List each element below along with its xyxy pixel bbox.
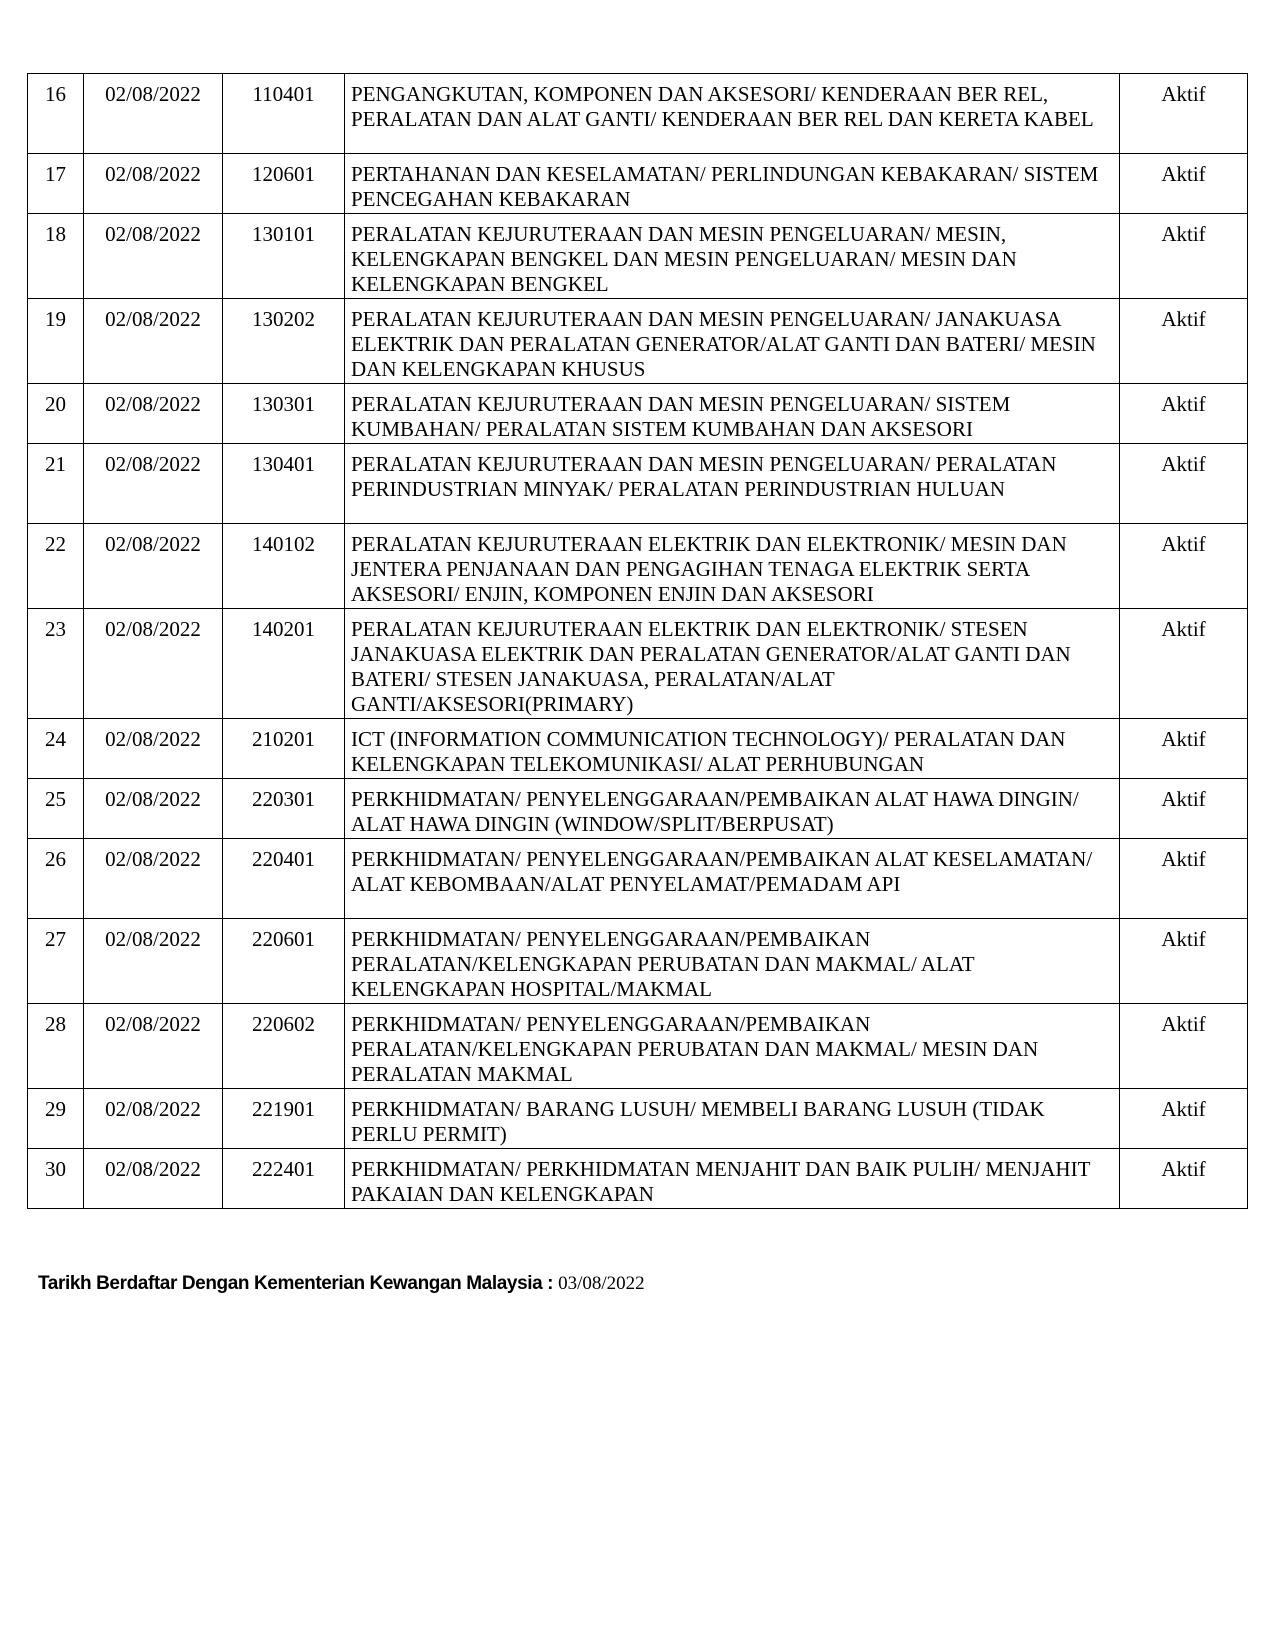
row-number: 22	[28, 524, 84, 609]
table-row	[28, 74, 1248, 154]
row-description: PERALATAN KEJURUTERAAN ELEKTRIK DAN ELEKTRONIK/ MESIN DAN JENTERA PENJANAAN DAN PENGAGIHAN TENAGA ELEKTRIK SERTA AKSESORI/ ENJIN, KOMPONEN ENJIN DAN AKSESORI	[345, 524, 1120, 609]
row-number: 16	[28, 74, 84, 154]
row-code: 140102	[223, 524, 345, 609]
row-status: Aktif	[1120, 524, 1248, 609]
row-status: Aktif	[1120, 299, 1248, 384]
row-number: 17	[28, 154, 84, 214]
table-row	[28, 154, 1248, 214]
row-status: Aktif	[1120, 154, 1248, 214]
row-code: 120601	[223, 154, 345, 214]
row-status: Aktif	[1120, 719, 1248, 779]
row-number: 24	[28, 719, 84, 779]
row-number: 21	[28, 444, 84, 524]
row-date: 02/08/2022	[84, 214, 223, 299]
registration-table	[27, 73, 1248, 1209]
table-row	[28, 214, 1248, 299]
row-description: ICT (INFORMATION COMMUNICATION TECHNOLOGY)/ PERALATAN DAN KELENGKAPAN TELEKOMUNIKASI/ ALAT PERHUBUNGAN	[345, 719, 1120, 779]
row-date: 02/08/2022	[84, 1004, 223, 1089]
row-status: Aktif	[1120, 444, 1248, 524]
row-number: 19	[28, 299, 84, 384]
row-number: 25	[28, 779, 84, 839]
row-code: 140201	[223, 609, 345, 719]
table-row	[28, 919, 1248, 1004]
row-date: 02/08/2022	[84, 1149, 223, 1209]
row-description: PERKHIDMATAN/ PERKHIDMATAN MENJAHIT DAN BAIK PULIH/ MENJAHIT PAKAIAN DAN KELENGKAPAN	[345, 1149, 1120, 1209]
row-number: 23	[28, 609, 84, 719]
row-date: 02/08/2022	[84, 719, 223, 779]
row-code: 220602	[223, 1004, 345, 1089]
table-row	[28, 299, 1248, 384]
row-status: Aktif	[1120, 779, 1248, 839]
row-number: 20	[28, 384, 84, 444]
row-date: 02/08/2022	[84, 154, 223, 214]
row-date: 02/08/2022	[84, 609, 223, 719]
row-number: 30	[28, 1149, 84, 1209]
row-description: PERALATAN KEJURUTERAAN ELEKTRIK DAN ELEKTRONIK/ STESEN JANAKUASA ELEKTRIK DAN PERALATAN GENERATOR/ALAT GANTI DAN BATERI/ STESEN JANAKUASA, PERALATAN/ALAT GANTI/AKSESORI(PRIMARY)	[345, 609, 1120, 719]
row-code: 220601	[223, 919, 345, 1004]
row-description: PERKHIDMATAN/ PENYELENGGARAAN/PEMBAIKAN PERALATAN/KELENGKAPAN PERUBATAN DAN MAKMAL/ ALAT KELENGKAPAN HOSPITAL/MAKMAL	[345, 919, 1120, 1004]
table-row	[28, 779, 1248, 839]
row-status: Aktif	[1120, 74, 1248, 154]
row-number: 28	[28, 1004, 84, 1089]
row-status: Aktif	[1120, 1089, 1248, 1149]
table-row	[28, 1089, 1248, 1149]
row-code: 130401	[223, 444, 345, 524]
table-row	[28, 524, 1248, 609]
row-description: PERKHIDMATAN/ PENYELENGGARAAN/PEMBAIKAN ALAT HAWA DINGIN/ ALAT HAWA DINGIN (WINDOW/SPLIT/BERPUSAT)	[345, 779, 1120, 839]
row-date: 02/08/2022	[84, 74, 223, 154]
row-number: 18	[28, 214, 84, 299]
row-code: 110401	[223, 74, 345, 154]
row-status: Aktif	[1120, 839, 1248, 919]
row-description: PERALATAN KEJURUTERAAN DAN MESIN PENGELUARAN/ MESIN, KELENGKAPAN BENGKEL DAN MESIN PENGELUARAN/ MESIN DAN KELENGKAPAN BENGKEL	[345, 214, 1120, 299]
row-code: 130101	[223, 214, 345, 299]
registration-date-line	[38, 1272, 645, 1295]
row-code: 221901	[223, 1089, 345, 1149]
row-date: 02/08/2022	[84, 779, 223, 839]
row-code: 210201	[223, 719, 345, 779]
table-body	[28, 74, 1248, 1209]
row-code: 222401	[223, 1149, 345, 1209]
registration-date-value: 03/08/2022	[558, 1273, 645, 1294]
registration-date-label: Tarikh Berdaftar Dengan Kementerian Kewangan Malaysia :	[38, 1273, 554, 1294]
row-code: 220301	[223, 779, 345, 839]
row-description: PERALATAN KEJURUTERAAN DAN MESIN PENGELUARAN/ PERALATAN PERINDUSTRIAN MINYAK/ PERALATAN PERINDUSTRIAN HULUAN	[345, 444, 1120, 524]
row-number: 27	[28, 919, 84, 1004]
row-status: Aktif	[1120, 384, 1248, 444]
table-row	[28, 609, 1248, 719]
row-description: PERKHIDMATAN/ BARANG LUSUH/ MEMBELI BARANG LUSUH (TIDAK PERLU PERMIT)	[345, 1089, 1120, 1149]
table-row	[28, 1004, 1248, 1089]
row-description: PERKHIDMATAN/ PENYELENGGARAAN/PEMBAIKAN PERALATAN/KELENGKAPAN PERUBATAN DAN MAKMAL/ MESIN DAN PERALATAN MAKMAL	[345, 1004, 1120, 1089]
row-status: Aktif	[1120, 919, 1248, 1004]
row-date: 02/08/2022	[84, 444, 223, 524]
table-row	[28, 444, 1248, 524]
row-date: 02/08/2022	[84, 524, 223, 609]
row-status: Aktif	[1120, 1149, 1248, 1209]
row-description: PENGANGKUTAN, KOMPONEN DAN AKSESORI/ KENDERAAN BER REL, PERALATAN DAN ALAT GANTI/ KENDERAAN BER REL DAN KERETA KABEL	[345, 74, 1120, 154]
row-code: 130202	[223, 299, 345, 384]
row-code: 220401	[223, 839, 345, 919]
row-description: PERALATAN KEJURUTERAAN DAN MESIN PENGELUARAN/ SISTEM KUMBAHAN/ PERALATAN SISTEM KUMBAHAN DAN AKSESORI	[345, 384, 1120, 444]
table-row	[28, 719, 1248, 779]
row-status: Aktif	[1120, 1004, 1248, 1089]
row-code: 130301	[223, 384, 345, 444]
row-status: Aktif	[1120, 214, 1248, 299]
row-date: 02/08/2022	[84, 384, 223, 444]
table-row	[28, 839, 1248, 919]
table-row	[28, 1149, 1248, 1209]
table-row	[28, 384, 1248, 444]
row-number: 29	[28, 1089, 84, 1149]
row-date: 02/08/2022	[84, 1089, 223, 1149]
row-number: 26	[28, 839, 84, 919]
row-date: 02/08/2022	[84, 839, 223, 919]
row-description: PERTAHANAN DAN KESELAMATAN/ PERLINDUNGAN KEBAKARAN/ SISTEM PENCEGAHAN KEBAKARAN	[345, 154, 1120, 214]
row-status: Aktif	[1120, 609, 1248, 719]
row-date: 02/08/2022	[84, 919, 223, 1004]
row-description: PERALATAN KEJURUTERAAN DAN MESIN PENGELUARAN/ JANAKUASA ELEKTRIK DAN PERALATAN GENERATOR/ALAT GANTI DAN BATERI/ MESIN DAN KELENGKAPAN KHUSUS	[345, 299, 1120, 384]
row-description: PERKHIDMATAN/ PENYELENGGARAAN/PEMBAIKAN ALAT KESELAMATAN/ ALAT KEBOMBAAN/ALAT PENYELAMAT/PEMADAM API	[345, 839, 1120, 919]
row-date: 02/08/2022	[84, 299, 223, 384]
